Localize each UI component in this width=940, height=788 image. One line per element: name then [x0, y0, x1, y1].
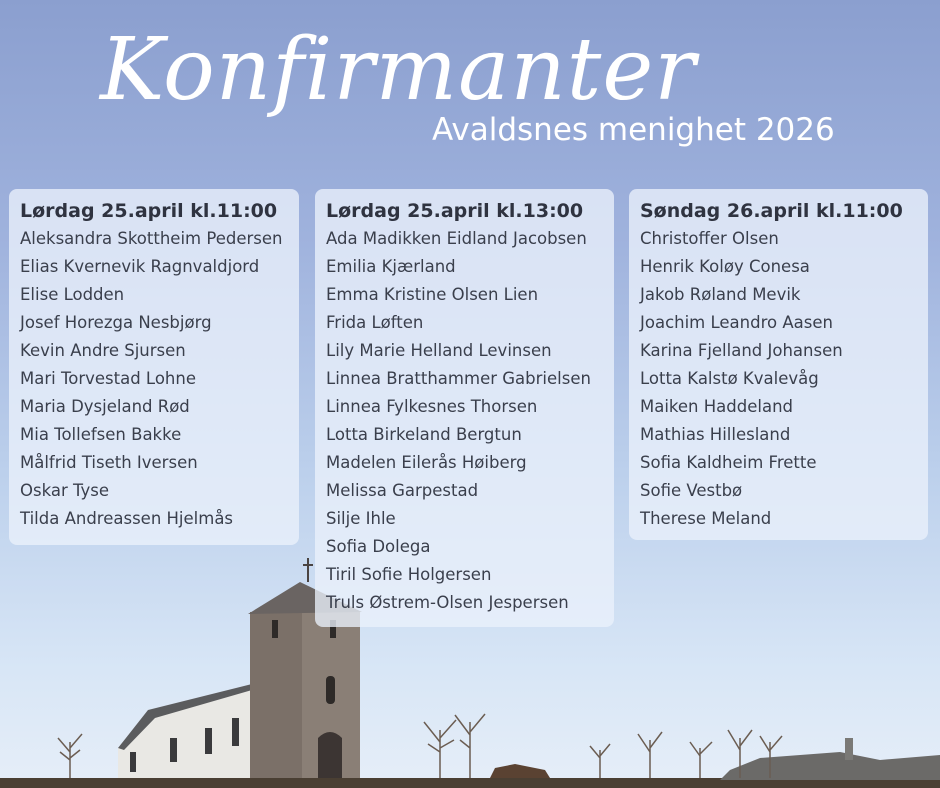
list-item: Jakob Røland Mevik	[640, 285, 801, 304]
list-item: Lotta Birkeland Bergtun	[326, 425, 522, 444]
list-item: Tiril Sofie Holgersen	[326, 565, 492, 584]
list-item: Joachim Leandro Aasen	[640, 313, 833, 332]
list-item: Lily Marie Helland Levinsen	[326, 341, 552, 360]
list-item: Sofia Dolega	[326, 537, 431, 556]
list-item: Emilia Kjærland	[326, 257, 456, 276]
church-door	[318, 732, 342, 778]
list-item: Maiken Haddeland	[640, 397, 793, 416]
list-item: Mathias Hillesland	[640, 425, 791, 444]
list-item: Linnea Bratthammer Gabrielsen	[326, 369, 591, 388]
list-item: Emma Kristine Olsen Lien	[326, 285, 539, 304]
list-item: Truls Østrem-Olsen Jespersen	[326, 593, 569, 612]
schedule-card-saturday-1100	[9, 189, 299, 545]
card-heading: Lørdag 25.april kl.11:00	[20, 200, 278, 222]
list-item: Sofie Vestbø	[640, 481, 743, 500]
list-item: Aleksandra Skottheim Pedersen	[20, 229, 283, 248]
list-item: Josef Horezga Nesbjørg	[20, 313, 212, 332]
list-item: Henrik Koløy Conesa	[640, 257, 810, 276]
list-item: Mari Torvestad Lohne	[20, 369, 196, 388]
church-window	[130, 752, 136, 772]
list-item: Mia Tollefsen Bakke	[20, 425, 182, 444]
list-item: Lotta Kalstø Kvalevåg	[640, 369, 819, 388]
list-item: Therese Meland	[640, 509, 772, 528]
list-item: Elise Lodden	[20, 285, 125, 304]
list-item: Maria Dysjeland Rød	[20, 397, 190, 416]
list-item: Linnea Fylkesnes Thorsen	[326, 397, 538, 416]
distant-post	[845, 738, 853, 760]
list-item: Frida Løften	[326, 313, 424, 332]
barn	[490, 764, 550, 778]
confirmand-list	[20, 225, 299, 533]
list-item: Sofia Kaldheim Frette	[640, 453, 817, 472]
list-item: Oskar Tyse	[20, 481, 110, 500]
page-subtitle: Avaldsnes menighet 2026	[432, 112, 835, 148]
list-item: Kevin Andre Sjursen	[20, 341, 186, 360]
confirmand-list	[326, 225, 614, 617]
list-item: Silje Ihle	[326, 509, 396, 528]
list-item: Karina Fjelland Johansen	[640, 341, 843, 360]
list-item: Ada Madikken Eidland Jacobsen	[326, 229, 587, 248]
tower-window	[272, 620, 278, 638]
church-window	[232, 718, 239, 746]
schedule-card-sunday-1100	[629, 189, 928, 540]
list-item: Elias Kvernevik Ragnvaldjord	[20, 257, 260, 276]
church-window	[205, 728, 212, 754]
page-title: Konfirmanter	[100, 20, 697, 120]
list-item: Tilda Andreassen Hjelmås	[20, 509, 234, 528]
distant-building	[720, 752, 940, 780]
list-item: Madelen Eilerås Høiberg	[326, 453, 527, 472]
list-item: Målfrid Tiseth Iversen	[20, 453, 198, 472]
confirmand-list	[640, 225, 928, 533]
schedule-card-saturday-1300	[315, 189, 614, 627]
list-item: Melissa Garpestad	[326, 481, 479, 500]
list-item: Christoffer Olsen	[640, 229, 779, 248]
tower-window	[326, 676, 335, 704]
card-heading: Lørdag 25.april kl.13:00	[326, 200, 584, 222]
card-heading: Søndag 26.april kl.11:00	[640, 200, 903, 222]
church-window	[170, 738, 177, 762]
